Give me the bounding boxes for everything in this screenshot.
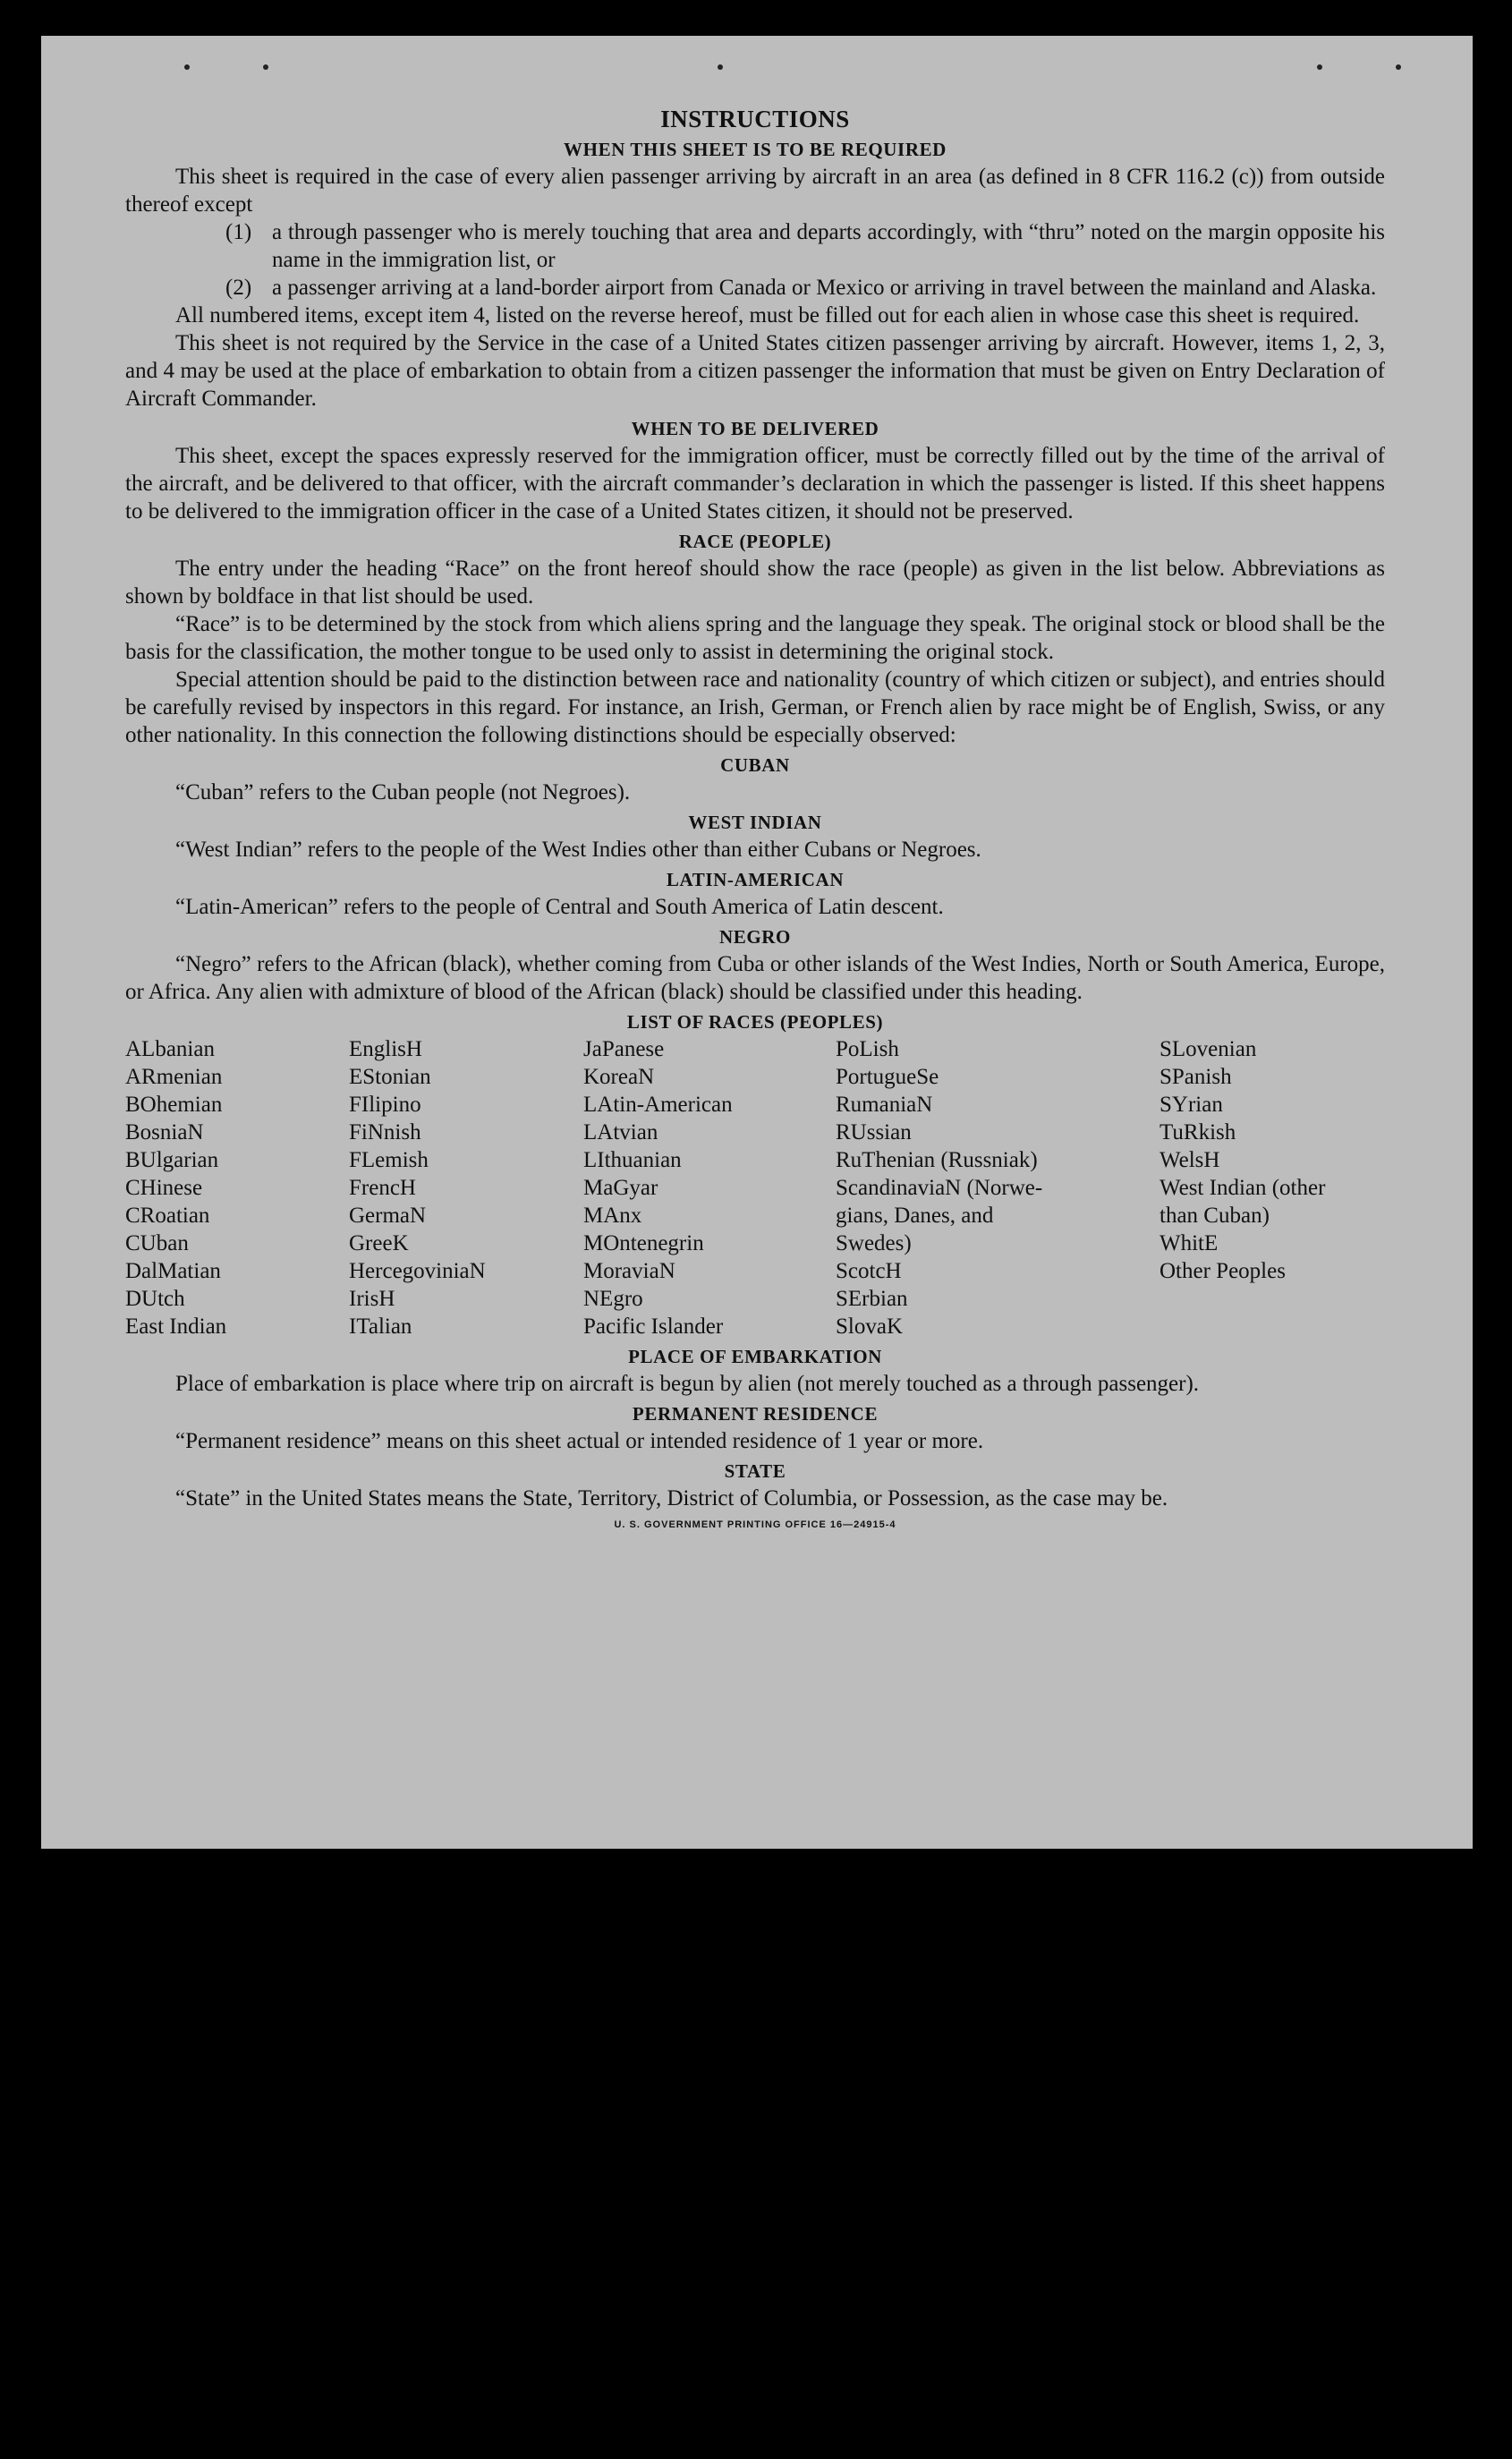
punch-mark bbox=[1317, 64, 1322, 70]
exception-text: a through passenger who is merely touching that area and departs accordingly, with “thru” noted on the margin opposite his name in the immigration list, or bbox=[272, 220, 1385, 272]
race-entry: LAtin-American bbox=[583, 1093, 733, 1117]
race-entry: SPanish bbox=[1159, 1065, 1232, 1089]
race-paragraph-2: “Race” is to be determined by the stock from which aliens spring and the language they speak. The original stock or blood shall be the basis for the classification, the mother tongue to be used only to assist in determining the original stock. bbox=[125, 612, 1385, 664]
state-paragraph: “State” in the United States means the State, Territory, District of Columbia, or Possession, as the case may be. bbox=[175, 1486, 1168, 1510]
place-of-embarkation-paragraph: Place of embarkation is place where trip on aircraft is begun by alien (not merely touched as a through passenger). bbox=[175, 1372, 1200, 1396]
race-entry: FiNnish bbox=[349, 1120, 421, 1144]
section-heading-permanent-residence: PERMANENT RESIDENCE bbox=[632, 1403, 879, 1425]
when-delivered-paragraph: This sheet, except the spaces expressly reserved for the immigration officer, must be correctly filled out by the time of the arrival of the aircraft, and be delivered to that officer, with the aircraft commander’s declaration in which the passenger is listed. If this sheet happens to be delivered to the immigration officer in the case of a United States citizen, it should not be preserved. bbox=[125, 444, 1385, 523]
race-entry: PortugueSe bbox=[836, 1065, 939, 1089]
exception-text: a passenger arriving at a land-border airport from Canada or Mexico or arriving in travel between the mainland and Alaska. bbox=[272, 276, 1377, 300]
punch-mark bbox=[718, 64, 723, 70]
section-heading-state: STATE bbox=[724, 1460, 786, 1482]
section-heading-negro: NEGRO bbox=[718, 926, 791, 948]
race-entry: BosniaN bbox=[125, 1120, 204, 1144]
section-heading-when-delivered: WHEN TO BE DELIVERED bbox=[631, 418, 879, 439]
race-entry: RumaniaN bbox=[836, 1093, 933, 1117]
race-entry: than Cuban) bbox=[1159, 1204, 1270, 1228]
punch-mark bbox=[263, 64, 268, 70]
exception-number: (2) bbox=[225, 276, 252, 300]
section-heading-when-required: WHEN THIS SHEET IS TO BE REQUIRED bbox=[564, 139, 947, 160]
exception-item bbox=[125, 218, 1385, 274]
race-entry: ScandinaviaN (Norwe- bbox=[836, 1176, 1043, 1200]
page-title: INSTRUCTIONS bbox=[660, 106, 850, 132]
race-entry: MOntenegrin bbox=[583, 1231, 704, 1255]
race-entry: RuThenian (Russniak) bbox=[836, 1148, 1038, 1172]
race-entry: WelsH bbox=[1159, 1148, 1220, 1172]
race-entry: LIthuanian bbox=[583, 1148, 682, 1172]
west-indian-paragraph: “West Indian” refers to the people of the West Indies other than either Cubans or Negroes. bbox=[175, 838, 981, 862]
citizen-note-paragraph: This sheet is not required by the Service in the case of a United States citizen passenger arriving by aircraft. However, items 1, 2, 3, and 4 may be used at the place of embarkation to obtain from a citizen passenger the information that must be given on Entry Declaration of Aircraft Commander. bbox=[125, 331, 1385, 411]
section-heading-list-of-races: LIST OF RACES (PEOPLES) bbox=[626, 1011, 884, 1033]
section-heading-place-of-embarkation: PLACE OF EMBARKATION bbox=[628, 1346, 882, 1367]
negro-paragraph: “Negro” refers to the African (black), whether coming from Cuba or other islands of the West Indies, North or South America, Europe, or Africa. Any alien with admixture of blood of the African (black) should be classified under this heading. bbox=[125, 952, 1385, 1004]
race-entry: IrisH bbox=[349, 1287, 395, 1311]
exception-item bbox=[125, 274, 1385, 302]
punch-mark bbox=[1396, 64, 1401, 70]
exception-number: (1) bbox=[225, 220, 252, 244]
race-entry: West Indian (other bbox=[1159, 1176, 1326, 1200]
race-entry: MAnx bbox=[583, 1204, 642, 1228]
latin-american-paragraph: “Latin-American” refers to the people of Central and South America of Latin descent. bbox=[175, 895, 944, 919]
race-paragraph-3: Special attention should be paid to the distinction between race and nationality (country of which citizen or subject), and entries should be carefully revised by inspectors in this regard. For instance, an Irish, German, or French alien by race might be of English, Swiss, or any other nationality. In this connection the following distinctions should be especially observed: bbox=[125, 668, 1385, 747]
race-entry: Swedes) bbox=[836, 1231, 912, 1255]
race-entry: CRoatian bbox=[125, 1204, 210, 1228]
race-entry: WhitE bbox=[1159, 1231, 1219, 1255]
races-column bbox=[349, 1035, 583, 1340]
race-entry: Pacific Islander bbox=[583, 1315, 724, 1339]
race-entry: MoraviaN bbox=[583, 1259, 675, 1283]
instruction-sheet bbox=[41, 36, 1473, 1849]
race-entry: CHinese bbox=[125, 1176, 203, 1200]
permanent-residence-paragraph: “Permanent residence” means on this sheet actual or intended residence of 1 year or more. bbox=[175, 1429, 984, 1453]
section-heading-latin-american: LATIN-AMERICAN bbox=[666, 869, 845, 890]
cuban-paragraph: “Cuban” refers to the Cuban people (not Negroes). bbox=[175, 780, 631, 804]
race-entry: SYrian bbox=[1159, 1093, 1223, 1117]
punch-marks bbox=[41, 64, 1473, 77]
race-entry: ARmenian bbox=[125, 1065, 223, 1089]
races-column bbox=[583, 1035, 836, 1340]
race-entry: ALbanian bbox=[125, 1037, 215, 1061]
race-entry: DalMatian bbox=[125, 1259, 221, 1283]
when-required-intro: This sheet is required in the case of every alien passenger arriving by aircraft in an area (as defined in 8 CFR 116.2 (c)) from outside thereof except bbox=[125, 165, 1385, 217]
section-heading-west-indian: WEST INDIAN bbox=[688, 812, 822, 833]
race-entry: FLemish bbox=[349, 1148, 429, 1172]
race-entry: ScotcH bbox=[836, 1259, 902, 1283]
race-entry: SLovenian bbox=[1159, 1037, 1257, 1061]
race-entry: KoreaN bbox=[583, 1065, 655, 1089]
race-paragraph-1: The entry under the heading “Race” on the front hereof should show the race (people) as given in the list below. Abbreviations as shown by boldface in that list should be used. bbox=[125, 557, 1385, 608]
race-entry: PoLish bbox=[836, 1037, 899, 1061]
race-entry: SErbian bbox=[836, 1287, 908, 1311]
race-entry: JaPanese bbox=[583, 1037, 665, 1061]
race-entry: Other Peoples bbox=[1159, 1259, 1286, 1283]
race-entry: ITalian bbox=[349, 1315, 412, 1339]
numbered-items-paragraph: All numbered items, except item 4, listed on the reverse hereof, must be filled out for each alien in whose case this sheet is required. bbox=[175, 303, 1360, 328]
race-entry: EnglisH bbox=[349, 1037, 422, 1061]
punch-mark bbox=[184, 64, 190, 70]
section-heading-race: RACE (PEOPLE) bbox=[678, 531, 832, 552]
section-heading-cuban: CUBAN bbox=[720, 754, 790, 776]
race-entry: EStonian bbox=[349, 1065, 431, 1089]
race-entry: East Indian bbox=[125, 1315, 227, 1339]
race-entry: NEgro bbox=[583, 1287, 643, 1311]
race-entry: gians, Danes, and bbox=[836, 1204, 994, 1228]
race-entry: GreeK bbox=[349, 1231, 409, 1255]
race-entry: FIlipino bbox=[349, 1093, 421, 1117]
race-entry: SlovaK bbox=[836, 1315, 903, 1339]
printing-office-imprint: U. S. GOVERNMENT PRINTING OFFICE 16—24915-4 bbox=[614, 1519, 896, 1530]
race-entry: DUtch bbox=[125, 1287, 185, 1311]
races-list bbox=[125, 1035, 1385, 1340]
races-column bbox=[836, 1035, 1159, 1340]
race-entry: CUban bbox=[125, 1231, 189, 1255]
race-entry: TuRkish bbox=[1159, 1120, 1236, 1144]
race-entry: BOhemian bbox=[125, 1093, 223, 1117]
race-entry: HercegoviniaN bbox=[349, 1259, 486, 1283]
race-entry: GermaN bbox=[349, 1204, 427, 1228]
race-entry: RUssian bbox=[836, 1120, 912, 1144]
races-column bbox=[1159, 1035, 1383, 1340]
race-entry: MaGyar bbox=[583, 1176, 658, 1200]
races-column bbox=[125, 1035, 349, 1340]
race-entry: BUlgarian bbox=[125, 1148, 219, 1172]
race-entry: FrencH bbox=[349, 1176, 416, 1200]
race-entry: LAtvian bbox=[583, 1120, 658, 1144]
